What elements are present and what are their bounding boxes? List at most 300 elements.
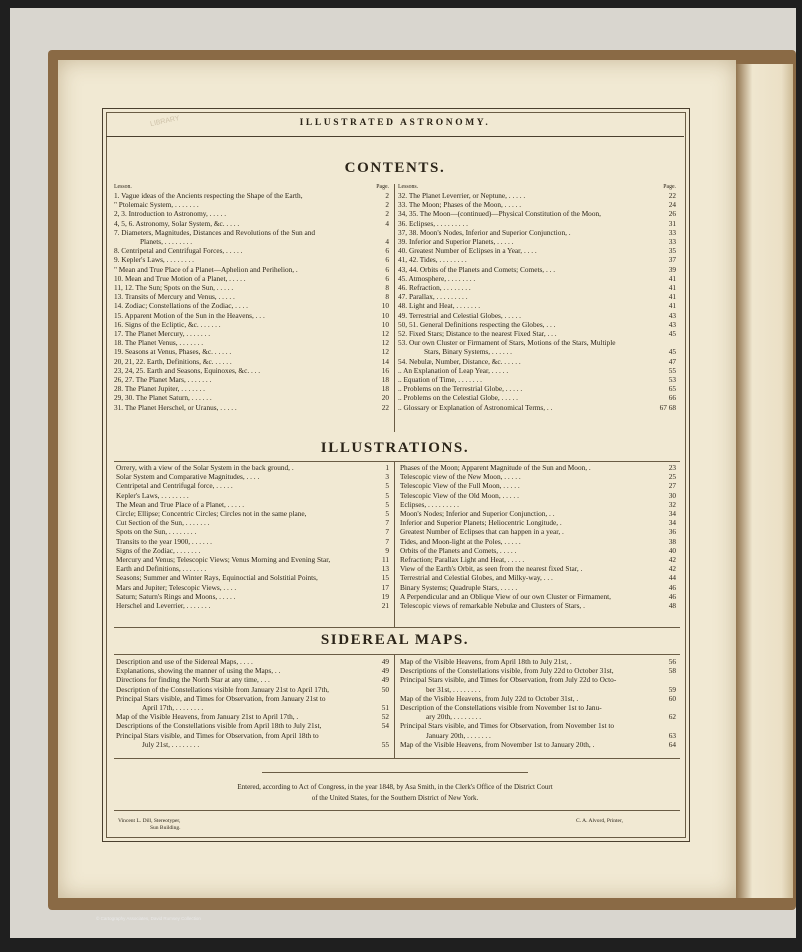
entry-page: 10 (381, 310, 389, 320)
entry-page: 8 (385, 283, 389, 293)
entry-page: 54 (381, 721, 389, 731)
entry-page: 39 (668, 264, 676, 274)
entry-title: 46. Refraction, . . . . . . . . (398, 283, 471, 293)
entry-title: View of the Earth's Orbit, as seen from the nearest fixed Star, . (400, 564, 583, 574)
contents-entry (398, 320, 676, 329)
sidereal-entry (400, 731, 676, 740)
contents-entry (398, 265, 676, 274)
copyright-line-2: of the United States, for the Southern District of New York. (311, 794, 479, 802)
contents-entry (114, 375, 389, 384)
entry-page: 24 (668, 200, 676, 210)
contents-entry (398, 338, 676, 347)
contents-entry (114, 219, 389, 228)
entry-title: 4, 5, 6. Astronomy, Solar System, &c. . . . . (114, 218, 240, 228)
entry-title: Principal Stars visible, and Times for Observation, from July 22d to Octo- (400, 675, 617, 685)
entry-title: 32. The Planet Leverrier, or Neptune, . . . . . (398, 191, 526, 200)
contents-entry (114, 403, 389, 412)
copyright-line-1: Entered, according to Act of Congress, in the year 1848, by Asa Smith, in the Clerk's Office of the District Court (237, 783, 553, 791)
illustration-entry (116, 592, 389, 601)
entry-page: 7 (385, 527, 389, 537)
entry-page (654, 338, 676, 347)
entry-page: 5 (385, 499, 389, 509)
facing-page-edge (735, 64, 793, 898)
contents-entry (114, 320, 389, 329)
entry-title: Seasons; Summer and Winter Rays, Equinoctial and Solstitial Points, (116, 573, 318, 583)
entry-title: 16. Signs of the Ecliptic, &c. . . . . . . (114, 319, 221, 329)
entry-title: 54. Nebulæ, Number, Distance, &c. . . . . . (398, 356, 521, 366)
sidereal-title: SIDEREAL MAPS. (320, 632, 470, 648)
contents-entry (114, 338, 389, 347)
page-col-label-2: Page. (663, 184, 676, 190)
entry-title: Spots on the Sun, . . . . . . . . (116, 527, 197, 537)
contents-entry (114, 384, 389, 393)
entry-title: Map of the Visible Heavens, from July 22d to October 31st, . (400, 693, 579, 703)
contents-entry (398, 311, 676, 320)
entry-title: Principal Stars visible, and Times for Observation, from April 18th to (116, 730, 319, 740)
entry-title: Orrery, with a view of the Solar System in the back ground, . (116, 463, 294, 472)
illustration-entry (116, 546, 389, 555)
entry-page: 36 (668, 527, 676, 537)
illustrations-left-column (116, 463, 389, 610)
entry-page: 19 (381, 591, 389, 601)
illustration-entry (116, 500, 389, 509)
entry-title: April 17th, . . . . . . . . (142, 703, 204, 713)
contents-entry (114, 283, 389, 292)
entry-title: 28. The Planet Jupiter, . . . . . . . (114, 384, 205, 394)
entry-page: 65 (668, 384, 676, 394)
entry-page: 60 (668, 693, 676, 703)
entry-title: 40. Greatest Number of Eclipses in a Year, . . . . (398, 246, 537, 256)
entry-page: 27 (668, 481, 676, 491)
contents-entry (114, 265, 389, 274)
sidereal-entry (400, 740, 676, 749)
entry-page: 38 (668, 536, 676, 546)
entry-page: 55 (668, 365, 676, 375)
sidereal-right-column (400, 657, 676, 749)
contents-title: CONTENTS. (344, 160, 446, 176)
entry-page: 41 (668, 301, 676, 311)
entry-title: 33. The Moon; Phases of the Moon, . . . . . (398, 200, 522, 210)
illustrations-bottom-rule (114, 627, 680, 628)
entry-title: Binary Systems; Quadruple Stars, . . . . . (400, 582, 518, 592)
contents-entry (398, 357, 676, 366)
contents-divider (394, 184, 395, 432)
entry-title: 29, 30. The Planet Saturn, . . . . . . (114, 393, 212, 403)
illustration-entry (116, 564, 389, 573)
illustration-entry (116, 472, 389, 481)
sidereal-entry (400, 694, 676, 703)
contents-entry (398, 228, 676, 237)
stereotyper-name: Vincent L. Dill, Stereotyper, (118, 818, 181, 824)
entry-page: 63 (668, 730, 676, 740)
entry-title: Map of the Visible Heavens, from April 18th to July 21st, . (400, 657, 572, 666)
entry-title: Mars and Jupiter; Telescopic Views, . . . . (116, 582, 237, 592)
contents-entry (114, 237, 389, 246)
entry-title: .. An Explanation of Leap Year, . . . . . (398, 365, 509, 375)
entry-title: Saturn; Saturn's Rings and Moons, . . . . . (116, 591, 236, 601)
entry-page: 6 (385, 255, 389, 265)
lessons-col-label: Lessons. (398, 184, 419, 190)
entry-title: Solar System and Comparative Magnitudes, . . . . (116, 472, 260, 482)
sidereal-entry (116, 694, 389, 703)
entry-title: " Mean and True Place of a Planet—Aphelion and Perihelion, . (114, 264, 298, 274)
illustration-entry (400, 573, 676, 582)
contents-entry (398, 209, 676, 218)
illustration-entry (400, 546, 676, 555)
illustration-entry (400, 527, 676, 536)
entry-title: Planets, . . . . . . . . (140, 237, 193, 247)
entry-page: 51 (381, 703, 389, 713)
entry-page: 4 (385, 218, 389, 228)
entry-title: 39. Inferior and Superior Planets, . . . . . (398, 237, 514, 247)
entry-title: 8. Centripetal and Centrifugal Forces, . . . . . (114, 246, 243, 256)
contents-entry (398, 274, 676, 283)
contents-entry (398, 237, 676, 246)
contents-entry (398, 301, 676, 310)
entry-page: 37 (668, 255, 676, 265)
entry-page: 49 (381, 657, 389, 666)
illustration-entry (116, 555, 389, 564)
illustration-entry (116, 573, 389, 582)
entry-title: The Mean and True Place of a Planet, . . . . . (116, 499, 245, 509)
entry-title: Description of the Constellations visible from January 21st to April 17th, (116, 684, 330, 694)
illustrations-title: ILLUSTRATIONS. (320, 440, 470, 456)
entry-page: 49 (381, 675, 389, 685)
contents-entry (114, 301, 389, 310)
illustration-entry (116, 491, 389, 500)
entry-title: .. Problems on the Terrestrial Globe, . . . . . (398, 384, 523, 394)
entry-page: 22 (381, 402, 389, 412)
entry-page: 12 (381, 347, 389, 357)
sidereal-entry (116, 721, 389, 730)
entry-title: ary 20th, . . . . . . . . (426, 712, 482, 722)
entry-title: 2, 3. Introduction to Astronomy, . . . . . (114, 209, 227, 219)
entry-page: 26 (668, 209, 676, 219)
entry-title: 10. Mean and True Motion of a Planet, . . . . . (114, 273, 246, 283)
illustration-entry (400, 518, 676, 527)
entry-title: Principal Stars visible, and Times for Observation, from January 21st to (116, 693, 326, 703)
header-rule (106, 136, 684, 137)
entry-title: 9. Kepler's Laws, . . . . . . . . (114, 255, 194, 265)
contents-entry (398, 366, 676, 375)
sidereal-entry (400, 703, 676, 712)
entry-title: Kepler's Laws, . . . . . . . . (116, 490, 189, 500)
entry-page: 42 (668, 564, 676, 574)
entry-page: 67 68 (659, 402, 676, 412)
contents-entry (114, 366, 389, 375)
entry-page: 5 (385, 509, 389, 519)
collection-caption: © Cartography Associates, David Rumsey Collection (96, 916, 201, 921)
contents-entry (398, 246, 676, 255)
entry-title: Orbits of the Planets and Comets, . . . . . (400, 545, 517, 555)
entry-title: Eclipses, . . . . . . . . . (400, 499, 459, 509)
sidereal-entry (400, 721, 676, 730)
entry-page: 20 (381, 393, 389, 403)
entry-page (367, 694, 389, 703)
entry-title: 53. Our own Cluster or Firmament of Stars, Motions of the Stars, Multiple (398, 338, 616, 348)
copyright-rule (262, 772, 528, 773)
entry-page: 13 (381, 564, 389, 574)
contents-entry (114, 246, 389, 255)
entry-title: 20, 21, 22. Earth, Definitions, &c. . . . . . (114, 356, 232, 366)
entry-title: 49. Terrestrial and Celestial Globes, . . . . . (398, 310, 521, 320)
entry-page: 5 (385, 481, 389, 491)
illustration-entry (400, 564, 676, 573)
entry-title: July 21st, . . . . . . . . (142, 739, 200, 749)
entry-page: 47 (668, 356, 676, 366)
entry-page: 45 (668, 347, 676, 357)
illustrations-right-column (400, 463, 676, 610)
entry-title: 18. The Planet Venus, . . . . . . . (114, 338, 204, 348)
entry-title: ber 31st, . . . . . . . . (426, 684, 481, 694)
entry-title: Refraction; Parallax Light and Heat, . . . . . (400, 555, 525, 565)
entry-page: 17 (381, 582, 389, 592)
entry-title: Transits to the year 1900, . . . . . . (116, 536, 213, 546)
entry-page: 42 (668, 555, 676, 565)
contents-entry (398, 375, 676, 384)
illustration-entry (400, 583, 676, 592)
illustration-entry (116, 583, 389, 592)
entry-page: 43 (668, 319, 676, 329)
entry-page: 33 (668, 227, 676, 237)
page-header: ILLUSTRATED ASTRONOMY. (299, 118, 491, 128)
entry-page: 56 (668, 657, 676, 666)
entry-title: 23, 24, 25. Earth and Seasons, Equinoxes, &c. . . . (114, 365, 261, 375)
entry-page: 7 (385, 518, 389, 528)
entry-title: Stars, Binary Systems, . . . . . . (424, 347, 512, 357)
entry-page: 41 (668, 292, 676, 302)
contents-entry (398, 393, 676, 402)
entry-title: Earth and Definitions, . . . . . . . (116, 564, 207, 574)
entry-title: Phases of the Moon; Apparent Magnitude of the Sun and Moon, . (400, 463, 591, 472)
entry-page: 10 (381, 319, 389, 329)
contents-entry (398, 347, 676, 356)
contents-entry (114, 329, 389, 338)
entry-page: 2 (385, 209, 389, 219)
entry-title: 13. Transits of Mercury and Venus, . . . . . (114, 292, 235, 302)
entry-page: 3 (385, 472, 389, 482)
entry-title: 47. Parallax, . . . . . . . . . (398, 292, 468, 302)
illustration-entry (400, 500, 676, 509)
lesson-col-label: Lesson. (114, 184, 132, 190)
entry-title: 41, 42. Tides, . . . . . . . . (398, 255, 467, 265)
entry-title: Map of the Visible Heavens, from January 21st to April 17th, . (116, 712, 299, 722)
entry-page: 49 (381, 666, 389, 676)
entry-page: 32 (668, 499, 676, 509)
entry-title: 15. Apparent Motion of the Sun in the Heavens, . . . (114, 310, 265, 320)
contents-entry (398, 255, 676, 264)
sidereal-rule (114, 654, 680, 655)
entry-title: 48. Light and Heat, . . . . . . . (398, 301, 481, 311)
entry-title: Signs of the Zodiac, . . . . . . . (116, 545, 201, 555)
contents-entry (114, 292, 389, 301)
stereotyper-address: Sun Building. (150, 825, 181, 831)
entry-title: 14. Zodiac; Constellations of the Zodiac, . . . . (114, 301, 248, 311)
contents-entry (114, 347, 389, 356)
entry-page: 46 (668, 591, 676, 601)
illustration-entry (116, 518, 389, 527)
entry-page: 34 (668, 509, 676, 519)
entry-page: 1 (385, 463, 389, 472)
entry-title: Descriptions of the Constellations visible from April 18th to July 21st, (116, 721, 322, 731)
contents-entry (114, 209, 389, 218)
contents-entry (114, 357, 389, 366)
entry-title: 37, 38. Moon's Nodes, Inferior and Superior Conjunction, . (398, 227, 571, 237)
illustration-entry (400, 601, 676, 610)
entry-title: 34, 35. The Moon—(continued)—Physical Constitution of the Moon, (398, 209, 601, 219)
contents-entry (398, 191, 676, 200)
entry-page: 15 (381, 573, 389, 583)
entry-page: 62 (668, 712, 676, 722)
sidereal-entry (400, 685, 676, 694)
entry-page: 34 (668, 518, 676, 528)
sidereal-bottom-rule (114, 758, 680, 759)
illustration-entry (400, 491, 676, 500)
entry-title: Herschel and Leverrier, . . . . . . . (116, 601, 211, 611)
sidereal-entry (116, 740, 389, 749)
entry-title: Descriptions of the Constellations visible, from July 22d to October 31st, (400, 666, 614, 676)
entry-title: Telescopic views of remarkable Nebulæ and Clusters of Stars, . (400, 601, 585, 611)
contents-entry (398, 219, 676, 228)
sidereal-entry (400, 712, 676, 721)
library-stamp: LIBRARY (149, 114, 181, 129)
sidereal-entry (116, 675, 389, 684)
illustration-entry (116, 537, 389, 546)
entry-title: Terrestrial and Celestial Globes, and Milky-way, . . . (400, 573, 553, 583)
illustration-entry (400, 555, 676, 564)
entry-title: 36. Eclipses, . . . . . . . . . (398, 218, 468, 228)
entry-page: 7 (385, 536, 389, 546)
entry-page: 55 (381, 739, 389, 749)
illustration-entry (116, 527, 389, 536)
contents-entry (114, 255, 389, 264)
contents-entry (114, 228, 389, 237)
entry-page: 50 (381, 684, 389, 694)
entry-page: 40 (668, 545, 676, 555)
entry-page: 48 (668, 601, 676, 611)
entry-page: 9 (385, 545, 389, 555)
page-col-label: Page. (376, 184, 389, 190)
contents-entry (114, 311, 389, 320)
sidereal-entry (116, 712, 389, 721)
illustration-entry (116, 509, 389, 518)
entry-page: 30 (668, 490, 676, 500)
entry-page: 10 (381, 301, 389, 311)
entry-title: Description of the Constellations visible from November 1st to Janu- (400, 703, 602, 713)
entry-page: 41 (668, 273, 676, 283)
contents-entry (114, 200, 389, 209)
entry-page: 44 (668, 573, 676, 583)
entry-title: Directions for finding the North Star at any time, . . . (116, 675, 270, 685)
entry-title: Greatest Number of Eclipses that can happen in a year, . (400, 527, 564, 537)
entry-title: A Perpendicular and an Oblique View of our own Cluster or Firmament, (400, 591, 611, 601)
entry-page: 25 (668, 472, 676, 482)
entry-page: 2 (385, 191, 389, 200)
stereotyper-credit (118, 818, 318, 832)
entry-page: 35 (668, 246, 676, 256)
entry-title: Inferior and Superior Planets; Heliocentric Longitude, . (400, 518, 562, 528)
sidereal-entry (400, 666, 676, 675)
entry-page: 18 (381, 384, 389, 394)
illustration-entry (400, 472, 676, 481)
entry-page: 43 (668, 310, 676, 320)
illustration-entry (116, 463, 389, 472)
entry-page: 21 (381, 601, 389, 611)
entry-title: Tides, and Moon-light at the Poles, . . . . . (400, 536, 521, 546)
entry-title: Telescopic View of the Old Moon, . . . . . (400, 490, 519, 500)
illustration-entry (116, 481, 389, 490)
contents-entry (398, 200, 676, 209)
entry-title: 26, 27. The Planet Mars, . . . . . . . (114, 375, 212, 385)
entry-title: Mercury and Venus; Telescopic Views; Venus Morning and Evening Star, (116, 555, 331, 565)
entry-title: 19. Seasons at Venus, Phases, &c. . . . . . (114, 347, 232, 357)
sidereal-entry (116, 685, 389, 694)
entry-page: 52 (381, 712, 389, 722)
entry-page: 31 (668, 218, 676, 228)
entry-title: " Ptolemaic System, . . . . . . . (114, 200, 199, 210)
entry-title: Map of the Visible Heavens, from November 1st to January 20th, . (400, 739, 595, 749)
entry-title: .. Glossary or Explanation of Astronomical Terms, . . (398, 402, 553, 412)
entry-title: Circle; Ellipse; Concentric Circles; Circles not in the same plane, (116, 509, 307, 519)
entry-page: 46 (668, 582, 676, 592)
entry-page: 53 (668, 375, 676, 385)
entry-page: 6 (385, 273, 389, 283)
entry-page: 59 (668, 684, 676, 694)
illustration-entry (400, 481, 676, 490)
sidereal-entry (400, 675, 676, 684)
illustration-entry (400, 537, 676, 546)
entry-title: Explanations, showing the manner of using the Maps, . . (116, 666, 281, 676)
printer-credit: C. A. Alvord, Printer, (576, 818, 623, 824)
entry-page: 5 (385, 490, 389, 500)
entry-page: 45 (668, 329, 676, 339)
entry-title: Cut Section of the Sun, . . . . . . . (116, 518, 210, 528)
contents-right-column (398, 184, 676, 412)
entry-title: Telescopic view of the New Moon, . . . . . (400, 472, 521, 482)
entry-page (367, 731, 389, 740)
entry-page: 22 (668, 191, 676, 200)
entry-title: January 20th, . . . . . . . (426, 730, 491, 740)
entry-page: 23 (668, 463, 676, 472)
entry-title: 17. The Planet Mercury, . . . . . . . (114, 329, 211, 339)
entry-page: 6 (385, 264, 389, 274)
contents-entry (398, 283, 676, 292)
entry-title: Description and use of the Sidereal Maps, . . . . (116, 657, 253, 666)
contents-entry (398, 292, 676, 301)
footer-rule (114, 810, 680, 811)
illustration-entry (116, 601, 389, 610)
contents-left-column (114, 184, 389, 412)
sidereal-entry (116, 657, 389, 666)
illustrations-rule (114, 461, 680, 462)
entry-title: 7. Diameters, Magnitudes, Distances and Revolutions of the Sun and (114, 227, 316, 237)
contents-entry (114, 191, 389, 200)
entry-title: 45. Atmosphere, . . . . . . . . (398, 273, 476, 283)
contents-entry (398, 384, 676, 393)
contents-entry (114, 393, 389, 402)
entry-page: 12 (381, 338, 389, 348)
entry-page: 16 (381, 365, 389, 375)
sidereal-entry (116, 703, 389, 712)
entry-page: 8 (385, 292, 389, 302)
entry-title: Moon's Nodes; Inferior and Superior Conjunction, . . (400, 509, 555, 519)
entry-title: Centripetal and Centrifugal force, . . . . . (116, 481, 233, 491)
illustration-entry (400, 592, 676, 601)
entry-title: Principal Stars visible, and Times for Observation, from November 1st to (400, 721, 615, 731)
illustration-entry (400, 463, 676, 472)
entry-page: 18 (381, 375, 389, 385)
entry-page: 33 (668, 237, 676, 247)
